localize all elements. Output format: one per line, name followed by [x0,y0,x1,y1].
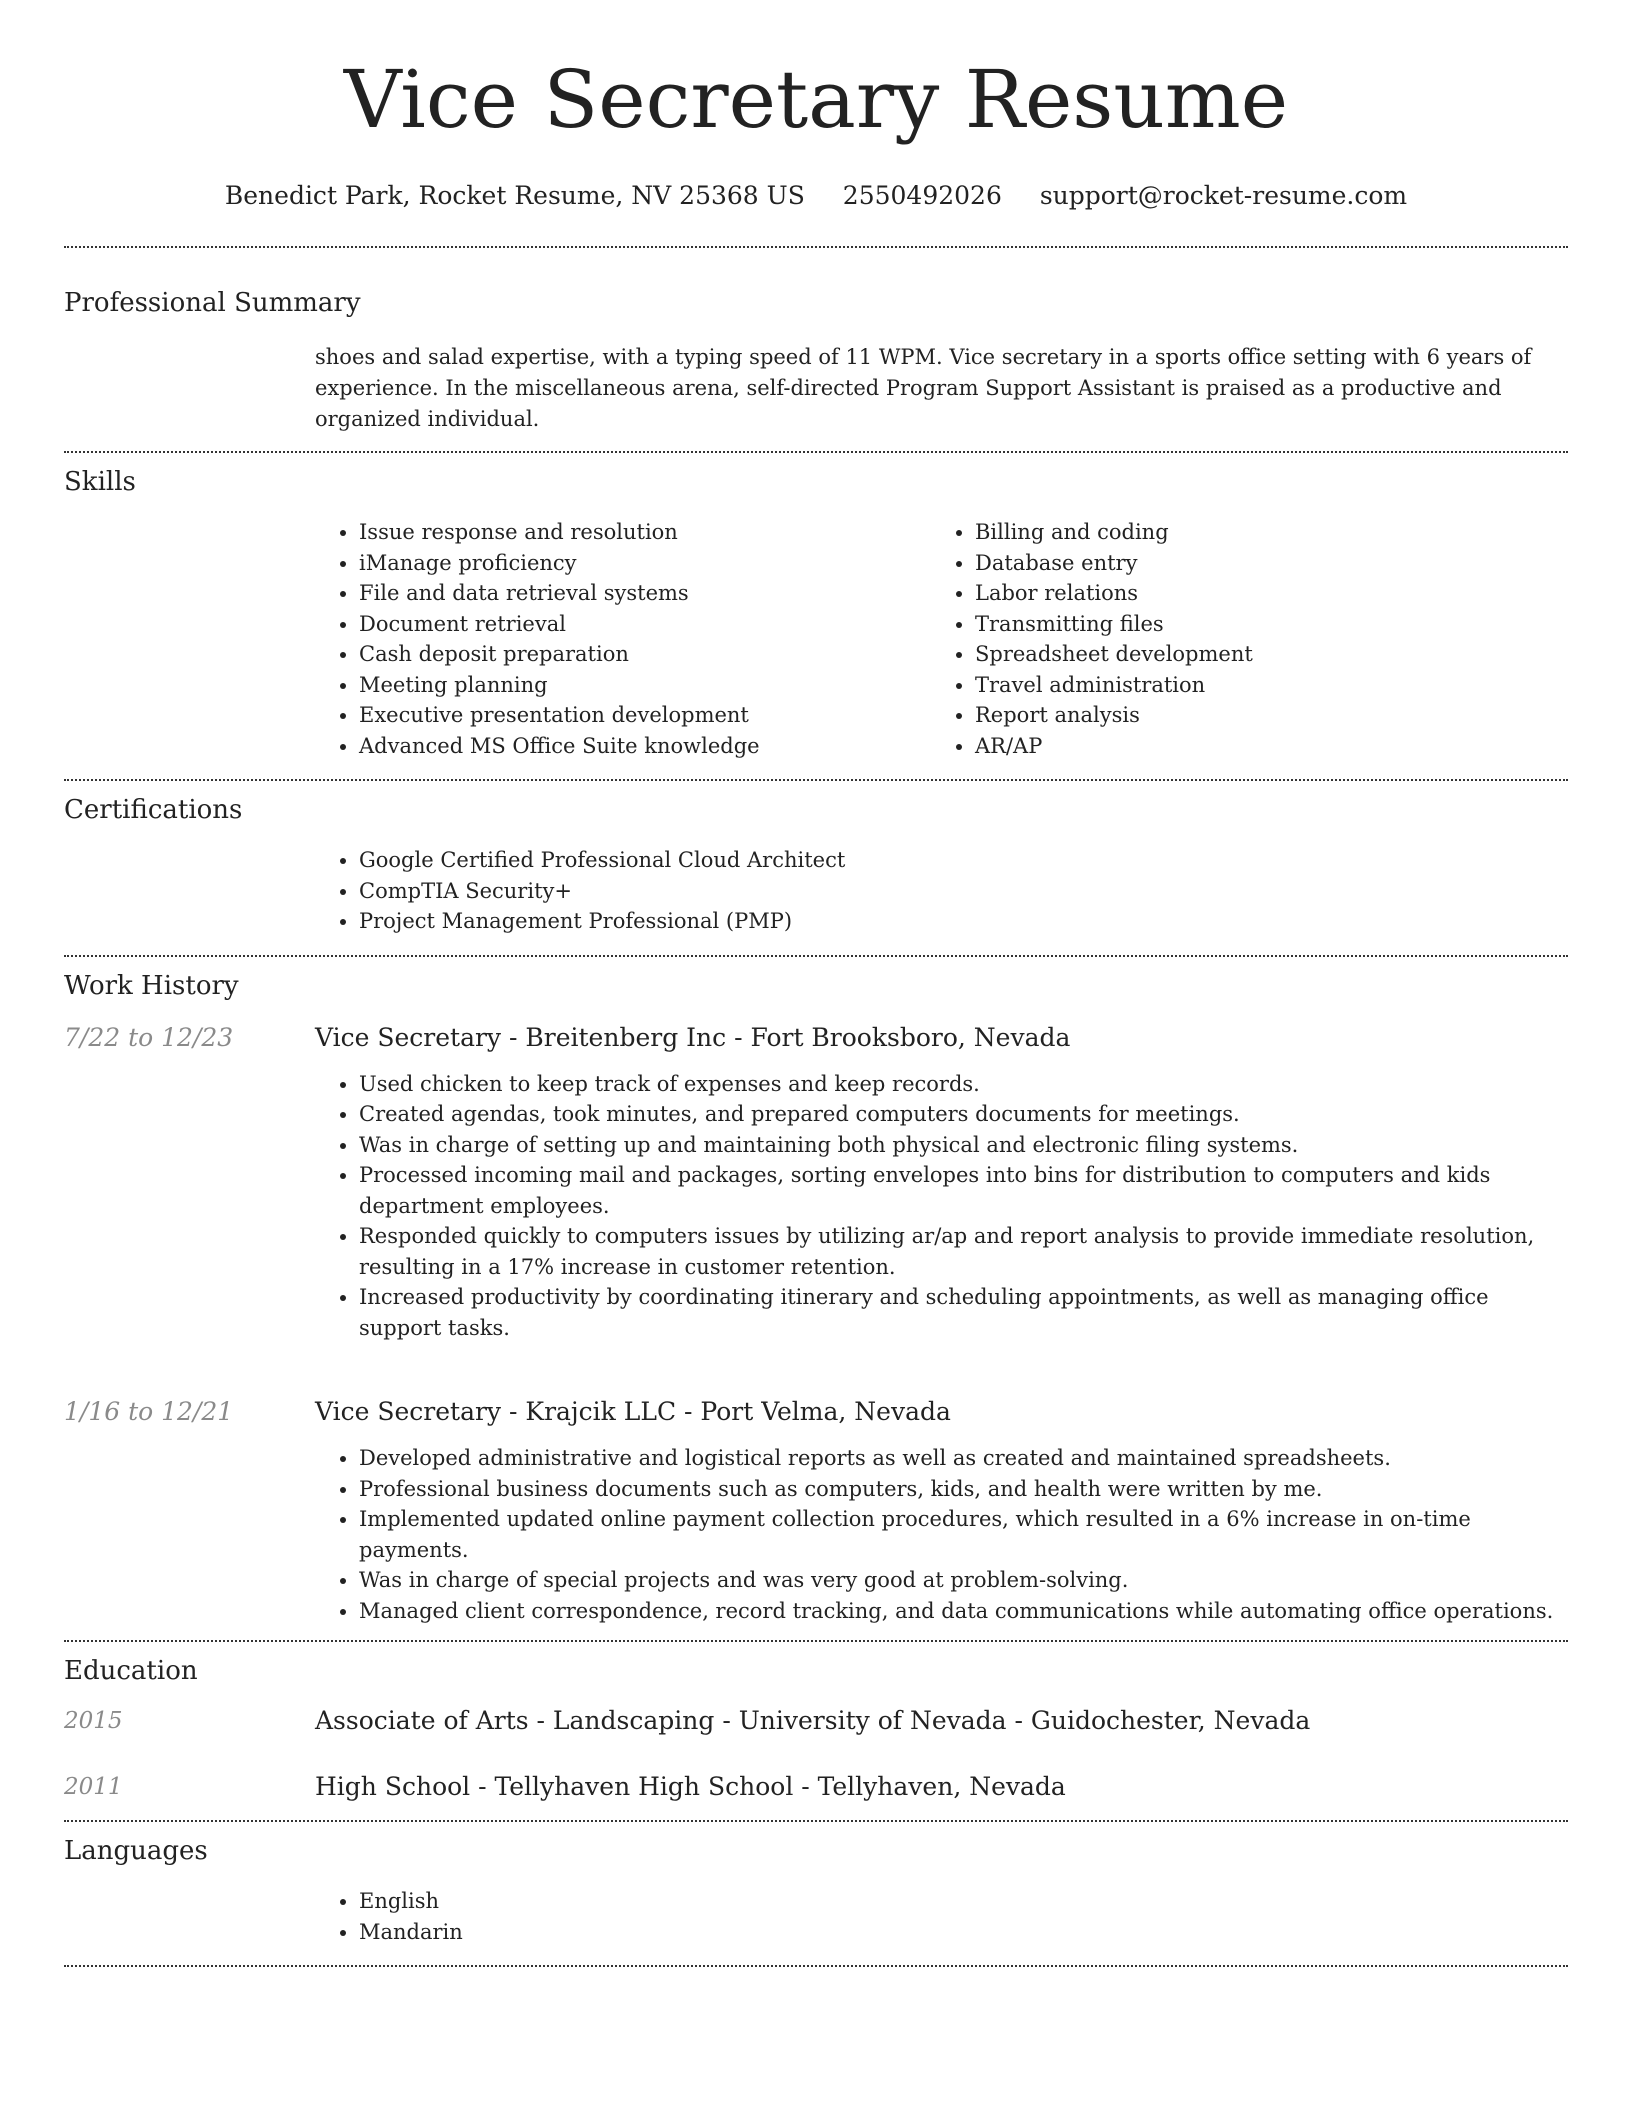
skill-item: • File and data retrieval systems [359,578,931,609]
job-title: Vice Secretary - Krajcik LLC - Port Velma, Nevada [315,1397,951,1426]
section-heading-summary: Professional Summary [64,288,361,318]
job-entry [64,1021,1568,1358]
section-divider [64,1965,1568,1967]
language-item: • English [359,1886,1568,1917]
skill-item: • Database entry [975,548,1547,579]
job-bullets [315,1069,1568,1344]
skill-item: • Transmitting files [975,609,1547,640]
education-section [64,1642,1568,1804]
skill-item: • Labor relations [975,578,1547,609]
job-bullets [315,1443,1568,1626]
job-bullet: • Professional business documents such as computers, kids, and health were written by me. [359,1474,1568,1505]
skills-column-right [931,517,1547,761]
section-heading-work-history: Work History [64,970,239,1001]
job-bullet: • Responded quickly to computers issues by utilizing ar/ap and report analysis to provide immediate resolution, resulting in a 17% increase in customer retention. [359,1221,1568,1282]
education-title: High School - Tellyhaven High School - Tellyhaven, Nevada [315,1772,1066,1801]
job-bullet: • Implemented updated online payment collection procedures, which resulted in a 6% increase in on-time payments. [359,1504,1568,1565]
skill-item: • iManage proficiency [359,548,931,579]
job-entry [64,1395,1568,1640]
languages-list [315,1886,1568,1947]
skill-item: • Report analysis [975,700,1547,731]
languages-section [64,1822,1568,1947]
section-heading-languages: Languages [64,1836,208,1866]
skills-list-left [315,517,931,761]
skill-item: • AR/AP [975,731,1547,762]
skill-item: • Meeting planning [359,670,931,701]
section-heading-education: Education [64,1656,198,1686]
languages-block [315,1886,1568,1947]
certification-item: • CompTIA Security+ [359,876,1568,907]
education-title: Associate of Arts - Landscaping - University of Nevada - Guidochester, Nevada [315,1706,1311,1735]
skill-item: • Advanced MS Office Suite knowledge [359,731,931,762]
job-bullet: • Processed incoming mail and packages, sorting envelopes into bins for distribution to computers and kids department employees. [359,1160,1568,1221]
section-heading-certifications: Certifications [64,795,243,825]
certification-item: • Google Certified Professional Cloud Architect [359,845,1568,876]
job-bullet: • Was in charge of setting up and maintaining both physical and electronic filing systems. [359,1130,1568,1161]
education-year: 2015 [64,1708,123,1734]
job-dates: 7/22 to 12/23 [64,1022,234,1052]
contact-phone: 2550492026 [842,181,1002,210]
contact-address: Benedict Park, Rocket Resume, NV 25368 US [224,181,805,210]
skills-section [64,453,1568,761]
contact-email: support@rocket-resume.com [1039,181,1408,210]
language-item: • Mandarin [359,1917,1568,1948]
skill-item: • Spreadsheet development [975,639,1547,670]
certifications-section [64,781,1568,937]
certifications-list [315,845,1568,937]
education-entry [64,1770,1568,1804]
skill-item: • Issue response and resolution [359,517,931,548]
job-bullet: • Managed client correspondence, record tracking, and data communications while automating office operations. [359,1596,1568,1627]
resume-title: Vice Secretary Resume [343,53,1289,146]
job-bullet: • Was in charge of special projects and was very good at problem-solving. [359,1565,1568,1596]
section-heading-skills: Skills [64,467,136,497]
summary-section [64,248,1568,435]
summary-text: shoes and salad expertise, with a typing speed of 11 WPM. Vice secretary in a sports office setting with 6 years of experience. In the miscellaneous arena, self-directed Program Support Assistant is praised as a productive and organized individual. [315,345,1532,431]
education-entry [64,1704,1568,1738]
job-body [315,1021,1568,1358]
skill-item: • Billing and coding [975,517,1547,548]
skills-list-right [931,517,1547,761]
job-title: Vice Secretary - Breitenberg Inc - Fort Brooksboro, Nevada [315,1022,1071,1052]
job-bullet: • Used chicken to keep track of expenses and keep records. [359,1069,1568,1100]
skill-item: • Travel administration [975,670,1547,701]
job-bullet: • Increased productivity by coordinating itinerary and scheduling appointments, as well as managing office support tasks. [359,1282,1568,1343]
skills-columns [315,517,1568,761]
skill-item: • Cash deposit preparation [359,639,931,670]
job-body [315,1395,1568,1640]
job-bullet: • Developed administrative and logistical reports as well as created and maintained spreadsheets. [359,1443,1568,1474]
contact-line [64,180,1568,212]
job-dates: 1/16 to 12/21 [64,1397,234,1426]
skill-item: • Document retrieval [359,609,931,640]
skills-column-left [315,517,931,761]
job-bullet: • Created agendas, took minutes, and prepared computers documents for meetings. [359,1099,1568,1130]
work-history-section [64,957,1568,1641]
skill-item: • Executive presentation development [359,700,931,731]
certifications-block [315,845,1568,937]
certification-item: • Project Management Professional (PMP) [359,906,1568,937]
education-year: 2011 [64,1774,123,1800]
